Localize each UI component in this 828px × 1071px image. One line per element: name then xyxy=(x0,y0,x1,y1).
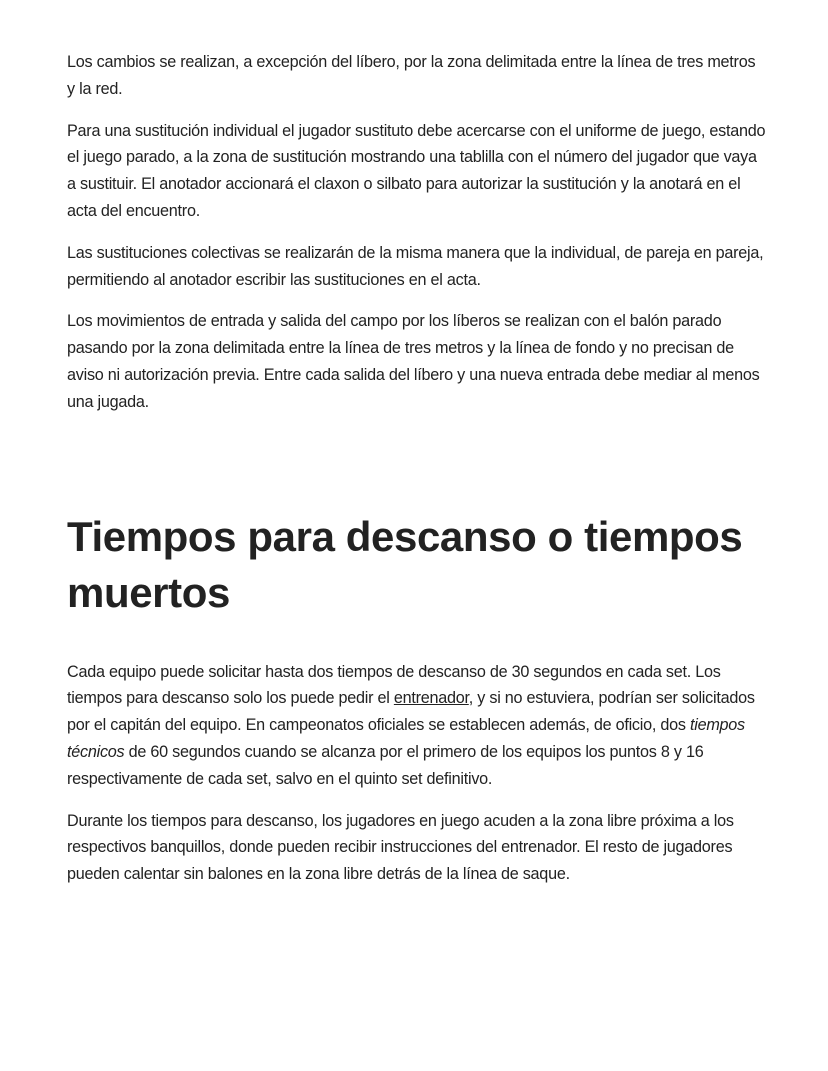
paragraph-substitution-zone: Los cambios se realizan, a excepción del líbero, por la zona delimitada entre la línea de tres metros y la red. xyxy=(67,53,756,98)
paragraph-timeouts xyxy=(67,659,767,793)
spacer xyxy=(67,431,767,509)
paragraph-text: de 60 segundos cuando se alcanza por el primero de los equipos los puntos 8 y 16 respectivamente de cada set, salvo en el quinto set definitivo. xyxy=(67,742,704,788)
emphasis-technical-timeouts: tiempos técnicos xyxy=(67,716,745,761)
article-body xyxy=(67,49,767,903)
paragraph-text: , y si no estuviera, podrían ser solicitados por el capitán del equipo. En campeonatos oficiales se establecen además, de oficio, dos xyxy=(67,689,755,735)
paragraph-individual-substitution: Para una sustitución individual el jugador sustituto debe acercarse con el uniforme de juego, estando el juego parado, a la zona de sustitución mostrando una tablilla con el número del jugador que vaya a sustituir. El anotador accionará el claxon o silbato para autorizar la sustitución y la anotará en el acta del encuentro. xyxy=(67,121,766,220)
section-heading: Tiempos para descanso o tiempos muertos xyxy=(67,512,743,616)
paragraph-text: Cada equipo puede solicitar hasta dos tiempos de descanso de 30 segundos en cada set. Los tiempos para descanso solo los puede pedir el xyxy=(67,662,721,708)
paragraph-collective-substitution: Las sustituciones colectivas se realizarán de la misma manera que la individual, de pareja en pareja, permitiendo al anotador escribir las sustituciones en el acta. xyxy=(67,243,764,289)
paragraph-timeout-conduct: Durante los tiempos para descanso, los jugadores en juego acuden a la zona libre próxima a los respectivos banquillos, donde pueden recibir instrucciones del entrenador. El resto de jugadores pueden calentar sin balones en la zona libre detrás de la línea de saque. xyxy=(67,811,734,884)
spacer xyxy=(67,621,767,659)
entrenador-link[interactable]: entrenador xyxy=(393,689,469,708)
paragraph-libero-movements: Los movimientos de entrada y salida del campo por los líberos se realizan con el balón parado pasando por la zona delimitada entre la línea de tres metros y la línea de fondo y no precisan de aviso ni autorización previa. Entre cada salida del líbero y una nueva entrada debe mediar al menos una jugada. xyxy=(67,312,760,411)
